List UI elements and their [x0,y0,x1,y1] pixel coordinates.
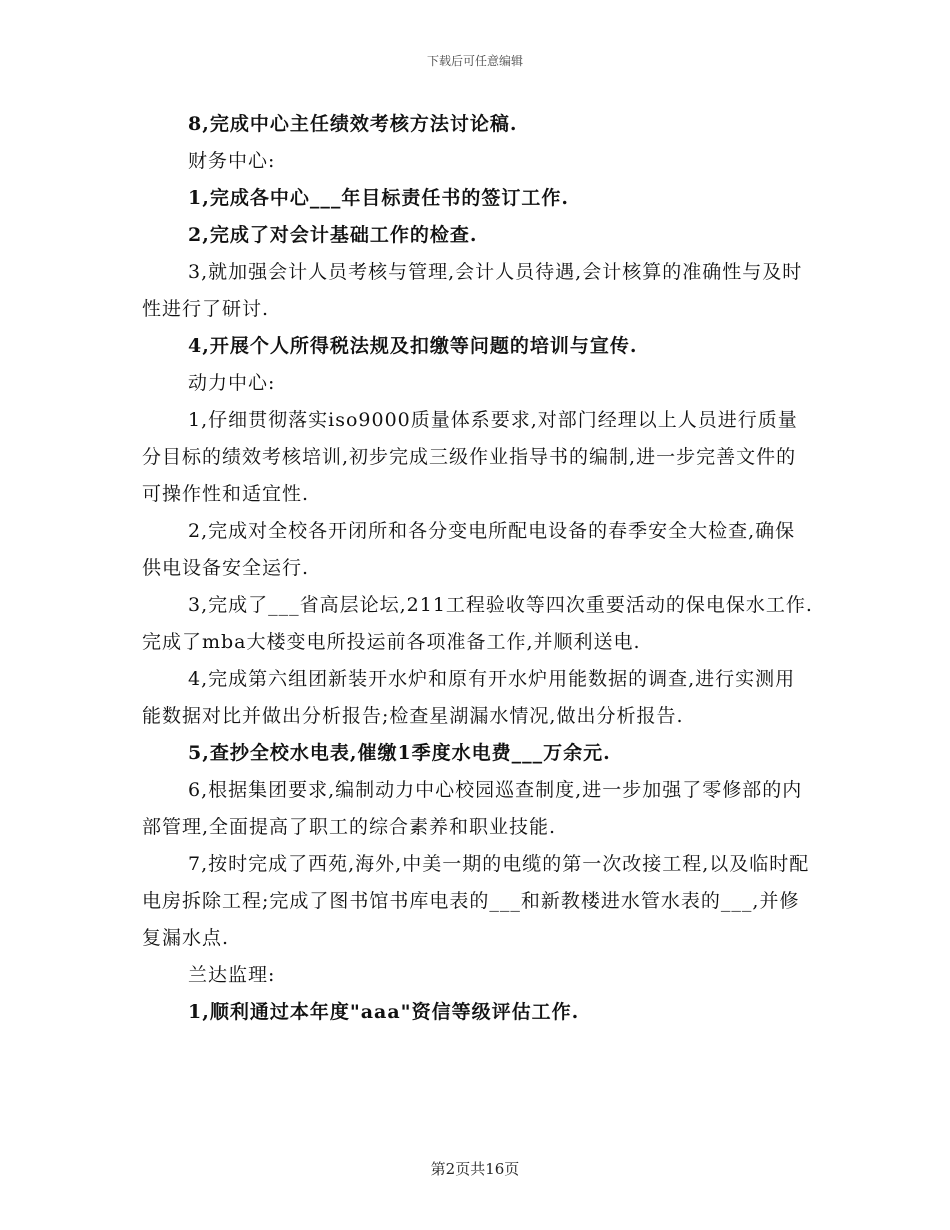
paragraph: 4,开展个人所得税法规及扣缴等问题的培训与宣传. [188,335,638,357]
paragraph: 3,就加强会计人员考核与管理,会计人员待遇,会计核算的准确性与及时性进行了研讨. [142,261,803,320]
paragraph: 1,顺利通过本年度"aaa"资信等级评估工作. [188,1001,580,1023]
paragraph: 1,仔细贯彻落实iso9000质量体系要求,对部门经理以上人员进行质量分目标的绩效考核培训,初步完成三级作业指导书的编制,进一步完善文件的可操作性和适宜性. [142,409,798,505]
page-header: 下载后可任意编辑 [426,54,523,68]
paragraph: 5,查抄全校水电表,催缴1季度水电费___万余元. [188,742,611,764]
paragraph: 4,完成第六组团新装开水炉和原有开水炉用能数据的调查,进行实测用能数据对比并做出分析报告;检查星湖漏水情况,做出分析报告. [142,668,796,727]
paragraph: 动力中心: [188,372,276,394]
page-number: 第2页共16页 [430,1160,520,1178]
document-body [142,106,814,1031]
paragraph: 2,完成了对会计基础工作的检查. [188,224,478,246]
paragraph: 财务中心: [188,150,276,172]
paragraph: 7,按时完成了西苑,海外,中美一期的电缆的第一次改接工程,以及临时配电房拆除工程;完成了图书馆书库电表的___和新教楼进水管水表的___,并修复漏水点. [142,853,810,949]
paragraph: 2,完成对全校各开闭所和各分变电所配电设备的春季安全大检查,确保供电设备安全运行. [142,520,796,579]
paragraph: 兰达监理: [188,964,276,986]
paragraph: 1,完成各中心___年目标责任书的签订工作. [188,187,569,209]
paragraph: 6,根据集团要求,编制动力中心校园巡查制度,进一步加强了零修部的内部管理,全面提高了职工的综合素养和职业技能. [142,779,803,838]
paragraph: 8,完成中心主任绩效考核方法讨论稿. [188,113,518,135]
paragraph: 3,完成了___省高层论坛,211工程验收等四次重要活动的保电保水工作.完成了mba大楼变电所投运前各项准备工作,并顺利送电. [142,594,813,653]
